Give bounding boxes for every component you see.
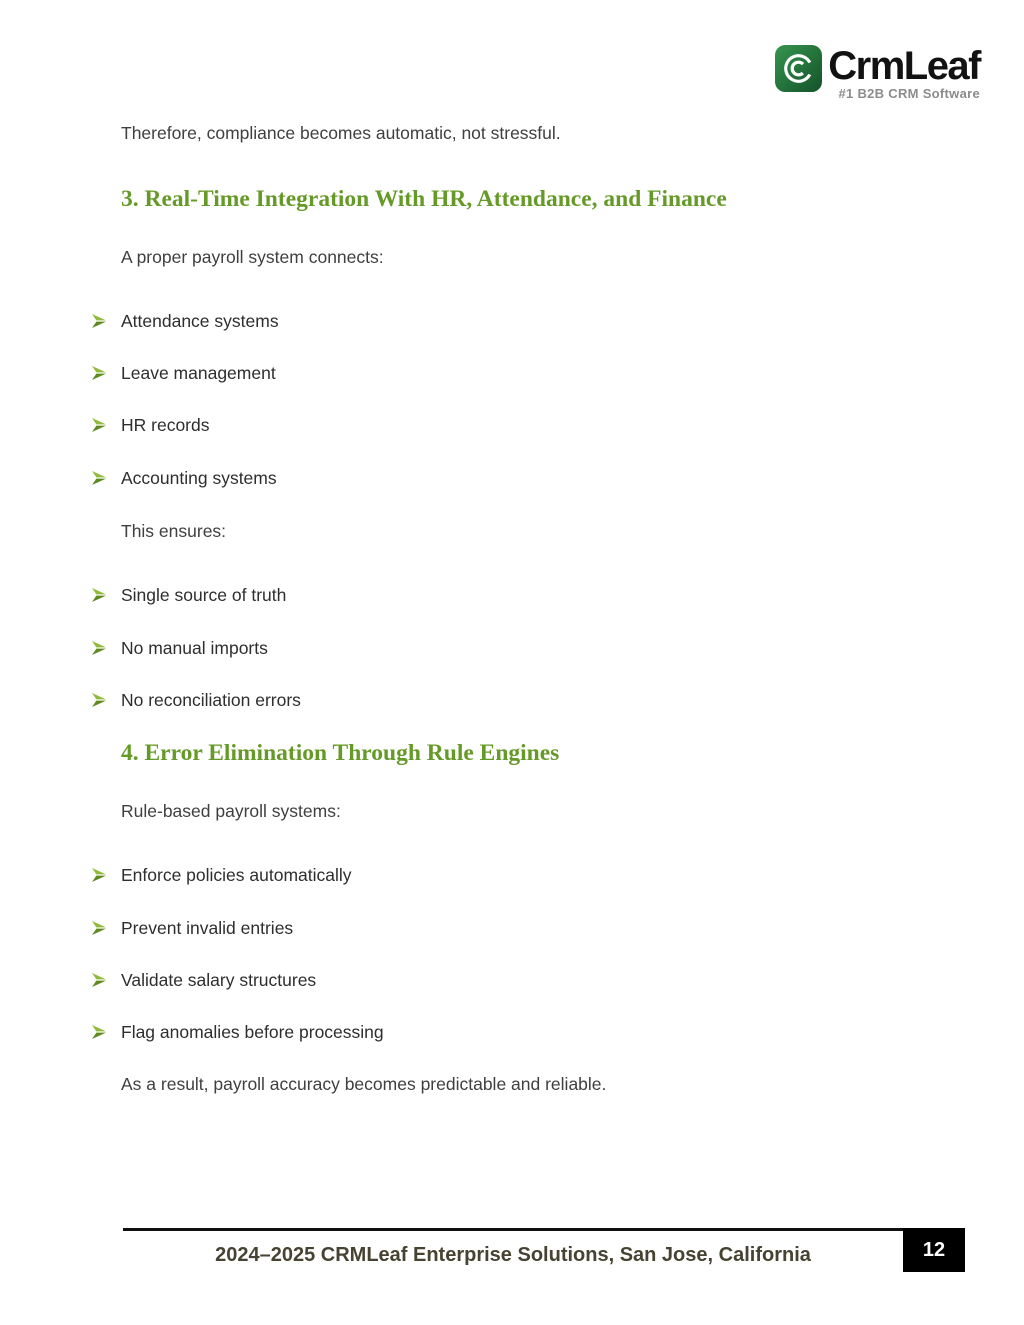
bullet-item bbox=[90, 362, 276, 384]
bullet-text: HR records bbox=[121, 415, 210, 435]
bullet-item bbox=[90, 414, 210, 436]
bullet-text: Leave management bbox=[121, 363, 276, 383]
arrow-bullet-icon bbox=[90, 417, 107, 433]
arrow-bullet-icon bbox=[90, 640, 107, 656]
bullet-text: Attendance systems bbox=[121, 311, 279, 331]
bullet-item bbox=[90, 310, 279, 332]
arrow-bullet-icon bbox=[90, 313, 107, 329]
brand-name: CrmLeaf bbox=[828, 44, 980, 88]
bullet-text: Flag anomalies before processing bbox=[121, 1022, 384, 1042]
bullet-text: No reconciliation errors bbox=[121, 690, 301, 710]
section-3-mid: This ensures: bbox=[121, 521, 227, 541]
arrow-bullet-icon bbox=[90, 587, 107, 603]
bullet-text: Enforce policies automatically bbox=[121, 865, 352, 885]
bullet-text: Accounting systems bbox=[121, 468, 277, 488]
arrow-bullet-icon bbox=[90, 920, 107, 936]
bullet-item bbox=[90, 864, 352, 886]
bullet-text: Single source of truth bbox=[121, 585, 287, 605]
arrow-bullet-icon bbox=[90, 365, 107, 381]
section-3-heading: 3. Real-Time Integration With HR, Attendance, and Finance bbox=[121, 186, 727, 212]
bullet-text: No manual imports bbox=[121, 638, 268, 658]
arrow-bullet-icon bbox=[90, 867, 107, 883]
bullet-item bbox=[90, 467, 277, 489]
crmleaf-logo-icon bbox=[775, 45, 822, 92]
page-number: 12 bbox=[922, 1238, 946, 1261]
arrow-bullet-icon bbox=[90, 1024, 107, 1040]
bullet-item bbox=[90, 1021, 384, 1043]
arrow-bullet-icon bbox=[90, 972, 107, 988]
intro-paragraph: Therefore, compliance becomes automatic, not stressful. bbox=[121, 123, 561, 143]
bullet-item bbox=[90, 917, 293, 939]
bullet-item bbox=[90, 584, 286, 606]
section-4-closing: As a result, payroll accuracy becomes predictable and reliable. bbox=[121, 1074, 607, 1094]
section-3-lead: A proper payroll system connects: bbox=[121, 247, 384, 267]
brand-tagline: #1 B2B CRM Software bbox=[838, 86, 980, 101]
bullet-item bbox=[90, 969, 316, 991]
section-4-heading: 4. Error Elimination Through Rule Engines bbox=[121, 740, 560, 766]
page-number-badge bbox=[903, 1228, 965, 1272]
bullet-item bbox=[90, 689, 301, 711]
bullet-item bbox=[90, 637, 268, 659]
footer-divider bbox=[123, 1228, 903, 1231]
footer-text: 2024–2025 CRMLeaf Enterprise Solutions, San Jose, California bbox=[215, 1244, 811, 1266]
bullet-text: Validate salary structures bbox=[121, 970, 317, 990]
section-4-lead: Rule-based payroll systems: bbox=[121, 801, 341, 821]
bullet-text: Prevent invalid entries bbox=[121, 918, 294, 938]
arrow-bullet-icon bbox=[90, 692, 107, 708]
brand-logo bbox=[775, 44, 980, 101]
arrow-bullet-icon bbox=[90, 470, 107, 486]
